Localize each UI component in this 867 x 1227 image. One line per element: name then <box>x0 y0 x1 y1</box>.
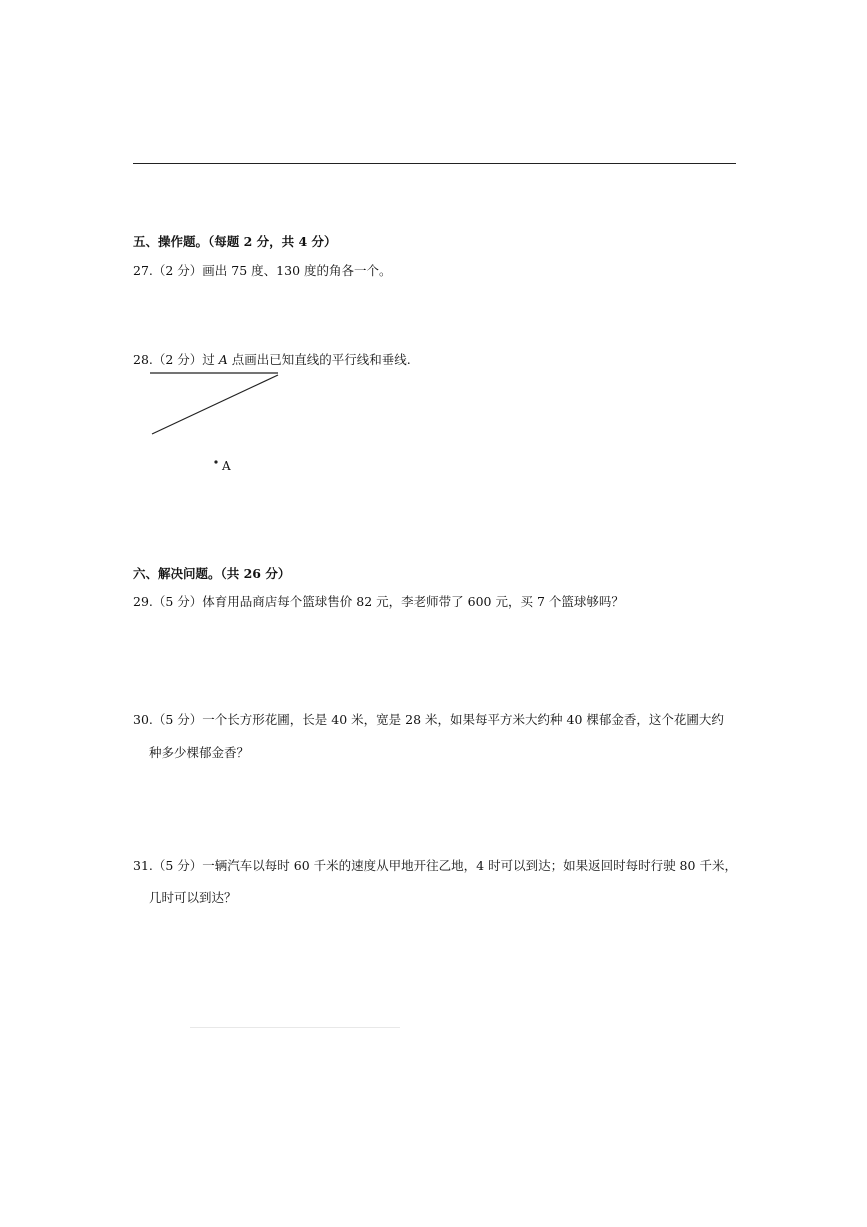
given-line <box>152 375 278 434</box>
header-rule <box>133 163 736 164</box>
section-five-title: 五、操作题。（每题 2 分，共 4 分） <box>133 234 337 249</box>
question-28-text-after: 点画出已知直线的平行线和垂线. <box>227 352 411 367</box>
section-six-title: 六、解决问题。（共 26 分） <box>133 566 291 581</box>
question-30-line-1: 30.（5 分）一个长方形花圃，长是 40 米，宽是 28 米，如果每平方米大约种 40 棵郁金香，这个花圃大约 <box>133 712 724 727</box>
point-a-dot <box>214 460 217 463</box>
question-30-line-2: 种多少棵郁金香？ <box>149 745 250 760</box>
point-a-label: A <box>222 459 231 473</box>
question-31-line-1: 31.（5 分）一辆汽车以每时 60 千米的速度从甲地开往乙地，4 时可以到达；如果返回时每时行驶 80 千米， <box>133 858 737 873</box>
question-28-point-label: A <box>218 352 228 367</box>
question-29: 29.（5 分）体育用品商店每个篮球售价 82 元，李老师带了 600 元，买 7 个篮球够吗？ <box>133 594 624 609</box>
given-line-figure <box>140 366 300 486</box>
question-28-text-before: 28.（2 分）过 <box>133 352 219 367</box>
faint-rule <box>190 1027 400 1028</box>
question-27: 27.（2 分）画出 75 度、130 度的角各一个。 <box>133 263 392 278</box>
question-31-line-2: 几时可以到达？ <box>149 890 237 905</box>
